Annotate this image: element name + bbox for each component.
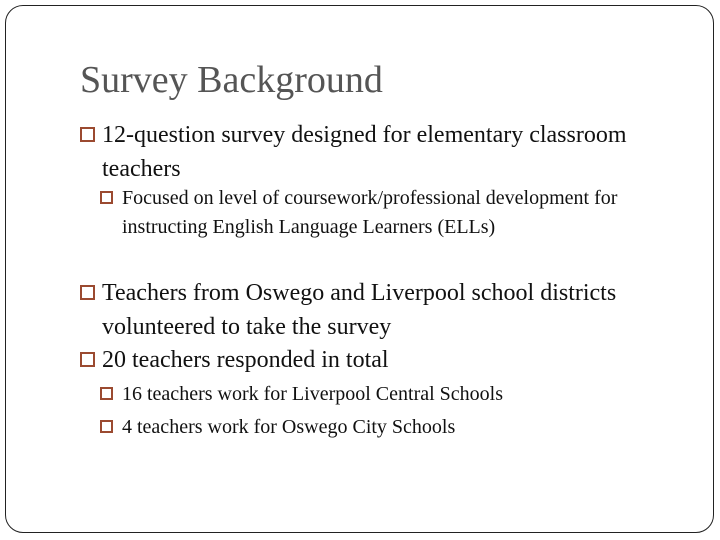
bullet-text: 20 teachers responded in total bbox=[102, 347, 389, 373]
bullet-text: 4 teachers work for Oswego City Schools bbox=[122, 416, 456, 438]
bullet-text: Focused on level of coursework/professional development for instructing English Language Learners (ELLs) bbox=[122, 187, 618, 238]
slide-title: Survey Background bbox=[80, 59, 383, 101]
bullet-text: Teachers from Oswego and Liverpool school districts volunteered to take the survey bbox=[102, 280, 617, 340]
square-bullet-icon bbox=[80, 127, 95, 142]
bullet-item bbox=[100, 380, 702, 409]
square-bullet-icon bbox=[80, 285, 95, 300]
bullet-item bbox=[80, 276, 702, 344]
bullet-item bbox=[100, 184, 702, 242]
bullet-item bbox=[100, 413, 702, 442]
square-bullet-icon bbox=[100, 191, 113, 204]
bullet-item bbox=[80, 118, 702, 186]
square-bullet-icon bbox=[80, 352, 95, 367]
bullet-text: 12-question survey designed for elementary classroom teachers bbox=[102, 122, 627, 182]
bullet-text: 16 teachers work for Liverpool Central Schools bbox=[122, 383, 504, 405]
square-bullet-icon bbox=[100, 387, 113, 400]
bullet-item bbox=[80, 343, 702, 377]
square-bullet-icon bbox=[100, 420, 113, 433]
